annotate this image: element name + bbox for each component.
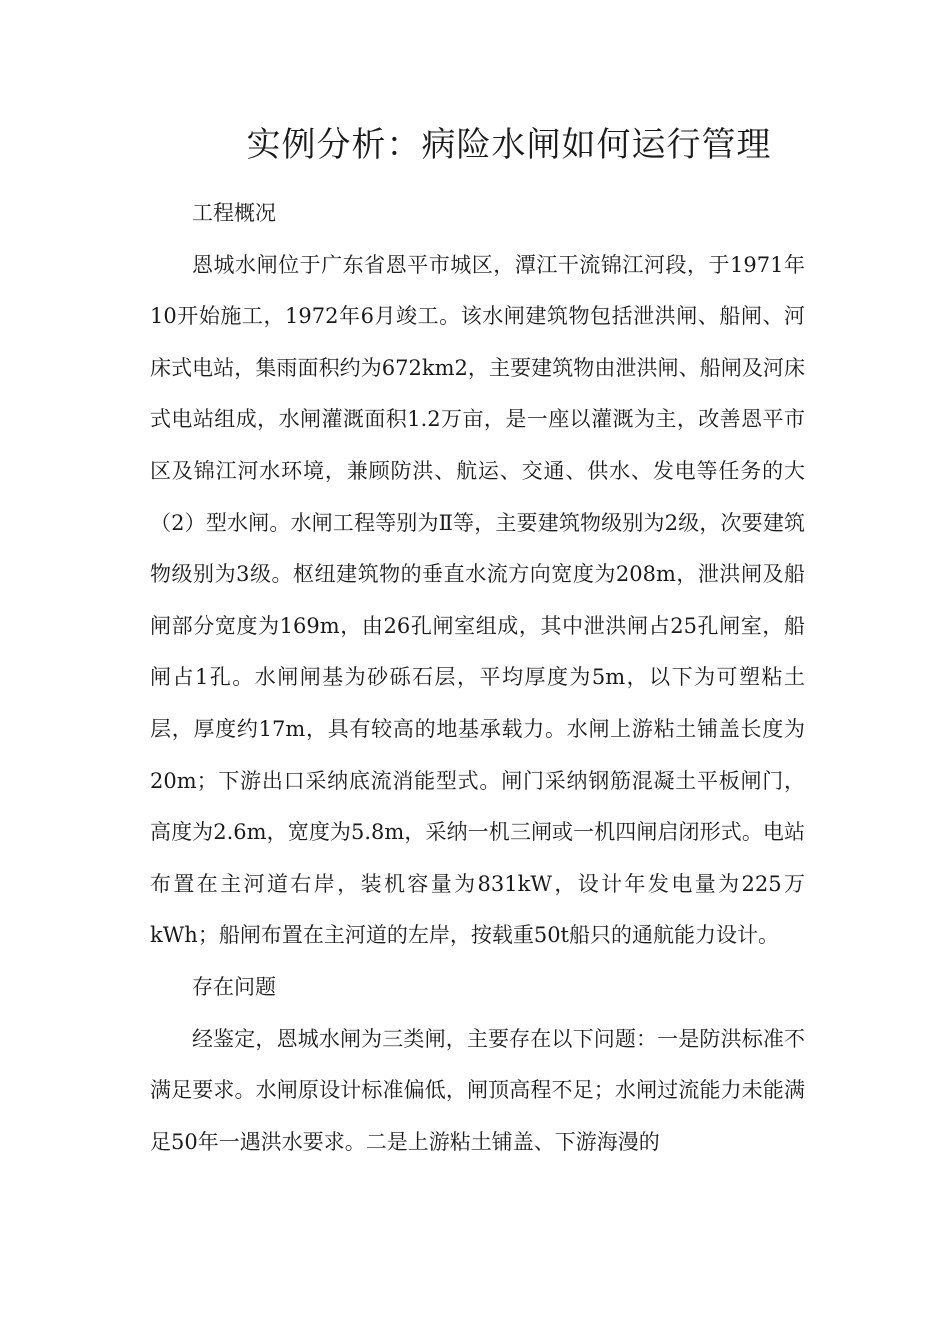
- section-heading-overview: 工程概况: [192, 201, 276, 225]
- document-body: [150, 188, 805, 1168]
- paragraph-overview: 恩城水闸位于广东省恩平市城区，潭江干流锦江河段，于1971年10开始施工，1972年6月竣工。该水闸建筑物包括泄洪闸、船闸、河床式电站，集雨面积约为672km2，主要建筑物由泄洪闸、船闸及河床式电站组成，水闸灌溉面积1.2万亩，是一座以灌溉为主，改善恩平市区及锦江河水环境，兼顾防洪、航运、交通、供水、发电等任务的大（2）型水闸。水闸工程等别为Ⅱ等，主要建筑物级别为2级，次要建筑物级别为3级。枢纽建筑物的垂直水流方向宽度为208m，泄洪闸及船闸部分宽度为169m，由26孔闸室组成，其中泄洪闸占25孔闸室，船闸占1孔。水闸闸基为砂砾石层，平均厚度为5m，以下为可塑粘土层，厚度约17m，具有较高的地基承载力。水闸上游粘土铺盖长度为20m；下游出口采纳底流消能型式。闸门采纳钢筋混凝土平板闸门，高度为2.6m，宽度为5.8m，采纳一机三闸或一机四闸启闭形式。电站布置在主河道右岸，装机容量为831kW，设计年发电量为225万kWh；船闸布置在主河道的左岸，按载重50t船只的通航能力设计。: [150, 252, 805, 948]
- document-title: 实例分析：病险水闸如何运行管理: [246, 125, 772, 165]
- section-heading-problems: 存在问题: [192, 974, 276, 999]
- paragraph-problems: 经鉴定，恩城水闸为三类闸，主要存在以下问题：一是防洪标准不满足要求。水闸原设计标准偏低，闸顶高程不足；水闸过流能力未能满足50年一遇洪水要求。二是上游粘土铺盖、下游海漫的: [150, 1026, 805, 1154]
